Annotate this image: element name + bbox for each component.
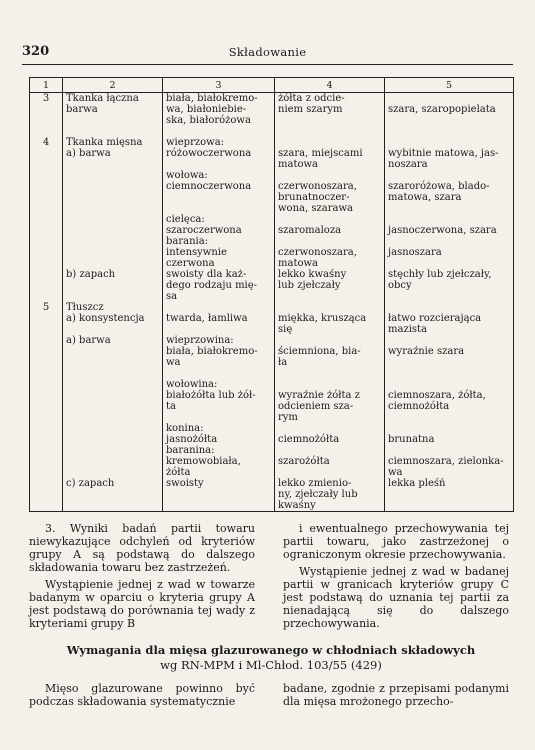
cell-line: mazista	[388, 324, 428, 335]
table-cell	[385, 302, 514, 335]
table-cell	[30, 379, 63, 423]
table-row	[30, 126, 514, 137]
table-row	[30, 302, 514, 335]
table-cell	[30, 93, 63, 127]
cell-line: a) konsystencja	[66, 313, 145, 324]
table-col-number: 2	[63, 78, 163, 93]
table-col-number: 3	[163, 78, 275, 93]
table-cell	[63, 379, 163, 423]
cell-line: barwa	[66, 104, 98, 115]
paragraph: Wystąpienie jednej z wad w badanej partii w granicach kryteriów grupy C jest podstawą do uznania tej partii za nienadającą się do dalszego przechowywania.	[283, 565, 509, 630]
table-cell	[63, 137, 163, 170]
table-cell	[275, 93, 385, 127]
cell-line	[388, 137, 391, 148]
table-cell	[163, 236, 275, 269]
paragraph: badane, zgodnie z przepisami podanymi dla mięsa mrożonego przecho-	[283, 682, 509, 708]
cell-line: ska, białoróżowa	[166, 115, 251, 126]
cell-line: a) barwa	[66, 335, 111, 346]
cell-line: kremowobiała,	[166, 456, 241, 467]
right-column	[283, 522, 509, 630]
table-row	[30, 137, 514, 170]
table-cell	[275, 126, 385, 137]
table-cell	[275, 302, 385, 335]
cell-line	[388, 335, 391, 346]
cell-line: Tłuszcz	[66, 302, 104, 313]
cell-line: czerwonoszara,	[278, 247, 357, 258]
cell-line	[278, 214, 281, 225]
table-cell	[63, 93, 163, 127]
cell-line: biała, białokremo-	[166, 346, 258, 357]
cell-line	[66, 379, 69, 390]
cell-line: ciemnoszara, żółta,	[388, 390, 486, 401]
table-cell	[30, 335, 63, 368]
table-cell	[30, 423, 63, 445]
cell-line: biała, białokremo-	[166, 93, 258, 104]
cell-line: jasnoszara	[388, 247, 442, 258]
cell-line: swoisty	[166, 478, 204, 489]
cell-line: ciemnoszara, zielonka-	[388, 456, 504, 467]
table-cell	[275, 379, 385, 423]
cell-line: 4	[42, 137, 50, 148]
cell-line: Tkanka mięsna	[66, 137, 143, 148]
table-row	[30, 170, 514, 214]
cell-line	[66, 170, 69, 181]
table-cell	[63, 302, 163, 335]
cell-line: kwaśny	[278, 500, 316, 511]
cell-line	[388, 170, 391, 181]
cell-line: 5	[42, 302, 50, 313]
cell-line: czerwona	[166, 258, 215, 269]
paragraph: i ewentualnego przechowywania tej partii towaru, jako zastrzeżonej o ograniczonym okresie przechowywania.	[283, 522, 509, 561]
table-row	[30, 368, 514, 379]
cell-line: dego rodzaju mię-	[166, 280, 258, 291]
cell-line	[66, 445, 69, 456]
cell-line: cielęca:	[166, 214, 205, 225]
cell-line: obcy	[388, 280, 412, 291]
cell-line	[278, 170, 281, 181]
cell-line: wona, szarawa	[278, 203, 353, 214]
cell-line	[44, 445, 47, 456]
table-cell	[385, 214, 514, 236]
cell-line	[44, 379, 47, 390]
cell-line: wa, białoniebie-	[166, 104, 247, 115]
table-cell	[63, 269, 163, 302]
table-cell	[163, 335, 275, 368]
table-cell	[63, 335, 163, 368]
table-cell	[163, 269, 275, 302]
cell-line: lub zjełczały	[278, 280, 341, 291]
table-row	[30, 93, 514, 127]
table-cell	[30, 170, 63, 214]
table-cell	[385, 126, 514, 137]
table-cell	[163, 137, 275, 170]
section-subtitle: wg RN-MPM i Ml-Chłod. 103/55 (429)	[160, 658, 382, 672]
table-cell	[163, 423, 275, 445]
page-header	[22, 44, 513, 65]
cell-line: wa	[166, 357, 181, 368]
cell-line: czerwonoszara,	[278, 181, 357, 192]
table-cell	[30, 445, 63, 478]
cell-line: jasnożółta	[166, 434, 218, 445]
cell-line	[44, 478, 47, 489]
table-cell	[30, 126, 63, 137]
cell-line: stęchły lub zjełczały,	[388, 269, 492, 280]
cell-line: Tkanka łączna	[66, 93, 139, 104]
table-cell	[385, 137, 514, 170]
table-cell	[275, 368, 385, 379]
left-column	[29, 522, 255, 630]
cell-line	[66, 236, 69, 247]
cell-line: c) zapach	[66, 478, 115, 489]
table-cell	[385, 445, 514, 478]
cell-line	[388, 214, 391, 225]
cell-line: białożółta lub żół-	[166, 390, 256, 401]
cell-line: ściemniona, bia-	[278, 346, 361, 357]
cell-line: swoisty dla każ-	[166, 269, 247, 280]
cell-line: ciemnoczerwona	[166, 181, 252, 192]
table-cell	[63, 236, 163, 269]
table-cell	[63, 423, 163, 445]
cell-line: szaroróżowa, blado-	[388, 181, 490, 192]
table-row	[30, 269, 514, 302]
cell-line: wołowina:	[166, 379, 218, 390]
cell-line	[278, 236, 281, 247]
table-cell	[63, 214, 163, 236]
cell-line: ny, zjełczały lub	[278, 489, 358, 500]
table-cell	[163, 368, 275, 379]
cell-line	[44, 170, 47, 181]
table-cell	[385, 423, 514, 445]
table-cell	[163, 126, 275, 137]
table-cell	[30, 269, 63, 302]
cell-line: wieprzowina:	[166, 335, 234, 346]
table-cell	[275, 170, 385, 214]
cell-line: ciemnożółta	[388, 401, 450, 412]
cell-line: intensywnie	[166, 247, 227, 258]
cell-line: szara, szaropopielata	[388, 104, 496, 115]
cell-line	[388, 445, 391, 456]
table-cell	[63, 445, 163, 478]
table-cell	[275, 236, 385, 269]
table-cell	[385, 335, 514, 368]
table-cell	[385, 170, 514, 214]
cell-line	[388, 93, 391, 104]
cell-line: 3	[42, 93, 50, 104]
right-column	[283, 682, 509, 708]
cell-line	[44, 214, 47, 225]
table-cell	[63, 368, 163, 379]
cell-line: barania:	[166, 236, 209, 247]
cell-line	[166, 302, 169, 313]
cell-line: konina:	[166, 423, 204, 434]
cell-line	[44, 236, 47, 247]
cell-line: wa	[388, 467, 403, 478]
cell-line: żółta z odcie-	[278, 93, 345, 104]
cell-line: łatwo rozcierająca	[388, 313, 482, 324]
cell-line: lekko zmienio-	[278, 478, 352, 489]
table-cell	[163, 93, 275, 127]
cell-line: szaromaloza	[278, 225, 342, 236]
cell-line: lekko kwaśny	[278, 269, 347, 280]
table-cell	[385, 379, 514, 423]
table-cell	[275, 214, 385, 236]
cell-line: szaroczerwona	[166, 225, 242, 236]
cell-line: różowoczerwona	[166, 148, 252, 159]
cell-line	[44, 423, 47, 434]
cell-line	[388, 423, 391, 434]
cell-line	[278, 302, 281, 313]
cell-line: jasnoczerwona, szara	[388, 225, 497, 236]
cell-line: wyraźnie szara	[388, 346, 465, 357]
left-column	[29, 682, 255, 708]
cell-line: wieprzowa:	[166, 137, 225, 148]
cell-line: szarożółta	[278, 456, 330, 467]
table-cell	[30, 137, 63, 170]
running-title: Składowanie	[228, 45, 307, 59]
table-cell	[275, 423, 385, 445]
table-row	[30, 423, 514, 445]
table-row	[30, 445, 514, 478]
cell-line: szara, miejscami	[278, 148, 363, 159]
cell-line: ciemnożółta	[278, 434, 340, 445]
table-cell	[30, 214, 63, 236]
table-cell	[275, 335, 385, 368]
table-row	[30, 478, 514, 512]
cell-line: b) zapach	[66, 269, 116, 280]
cell-line	[44, 335, 47, 346]
table-cell	[30, 236, 63, 269]
table-cell	[163, 170, 275, 214]
cell-line	[66, 214, 69, 225]
quality-criteria-table	[29, 77, 514, 512]
cell-line: wołowa:	[166, 170, 208, 181]
cell-line	[388, 302, 391, 313]
table-header-row	[30, 78, 514, 93]
cell-line: matowa	[278, 258, 319, 269]
cell-line: lekka pleśń	[388, 478, 446, 489]
cell-line	[278, 335, 281, 346]
table-cell	[385, 368, 514, 379]
cell-line: a) barwa	[66, 148, 111, 159]
cell-line	[278, 137, 281, 148]
table-cell	[163, 214, 275, 236]
cell-line: twarda, łamliwa	[166, 313, 248, 324]
table-cell	[163, 302, 275, 335]
section-title: Wymagania dla mięsa glazurowanego w chłodniach składowych	[66, 643, 476, 657]
cell-line: się	[278, 324, 293, 335]
cell-line: odcieniem sza-	[278, 401, 354, 412]
table-cell	[63, 170, 163, 214]
table-row	[30, 379, 514, 423]
table-cell	[163, 379, 275, 423]
table-row	[30, 335, 514, 368]
table-cell	[30, 302, 63, 335]
paragraph: Mięso glazurowane powinno być podczas składowania systematycznie	[29, 682, 255, 708]
cell-line	[388, 379, 391, 390]
cell-line	[44, 269, 47, 280]
cell-line: sa	[166, 291, 178, 302]
table-row	[30, 236, 514, 269]
table-cell	[163, 445, 275, 478]
cell-line: żółta	[166, 467, 191, 478]
cell-line: matowa, szara	[388, 192, 462, 203]
table-cell	[385, 269, 514, 302]
cell-line: noszara	[388, 159, 428, 170]
cell-line	[278, 379, 281, 390]
cell-line: baranina:	[166, 445, 215, 456]
table-cell	[30, 368, 63, 379]
page-number: 320	[22, 44, 50, 59]
table-cell	[275, 445, 385, 478]
paragraph: 3. Wyniki badań partii towaru niewykazujące odchyleń od kryteriów grupy A są podstawą do dalszego składowania towaru bez zastrzeżeń.	[29, 522, 255, 574]
table-cell	[385, 236, 514, 269]
cell-line: brunatna	[388, 434, 435, 445]
table-row	[30, 214, 514, 236]
cell-line	[278, 445, 281, 456]
table-cell	[163, 478, 275, 512]
table-cell	[385, 478, 514, 512]
cell-line: matowa	[278, 159, 319, 170]
table-col-number: 4	[275, 78, 385, 93]
cell-line: miękka, krusząca	[278, 313, 367, 324]
table-col-number: 1	[30, 78, 63, 93]
paragraph: Wystąpienie jednej z wad w towarze badanym w oparciu o kryteria grupy A jest podstawą do porównania tej wady z kryteriami grupy B	[29, 578, 255, 630]
table-cell	[385, 93, 514, 127]
cell-line: ła	[278, 357, 288, 368]
cell-line: brunatnoczer-	[278, 192, 350, 203]
table-cell	[63, 126, 163, 137]
cell-line: niem szarym	[278, 104, 343, 115]
table-cell	[275, 478, 385, 512]
cell-line: rym	[278, 412, 298, 423]
table-col-number: 5	[385, 78, 514, 93]
cell-line: wybitnie matowa, jas-	[388, 148, 499, 159]
table-cell	[30, 478, 63, 512]
table-cell	[63, 478, 163, 512]
table-cell	[275, 269, 385, 302]
table-cell	[275, 137, 385, 170]
cell-line	[66, 423, 69, 434]
cell-line	[278, 423, 281, 434]
cell-line: wyraźnie żółta z	[278, 390, 360, 401]
cell-line	[388, 236, 391, 247]
cell-line: ta	[166, 401, 176, 412]
